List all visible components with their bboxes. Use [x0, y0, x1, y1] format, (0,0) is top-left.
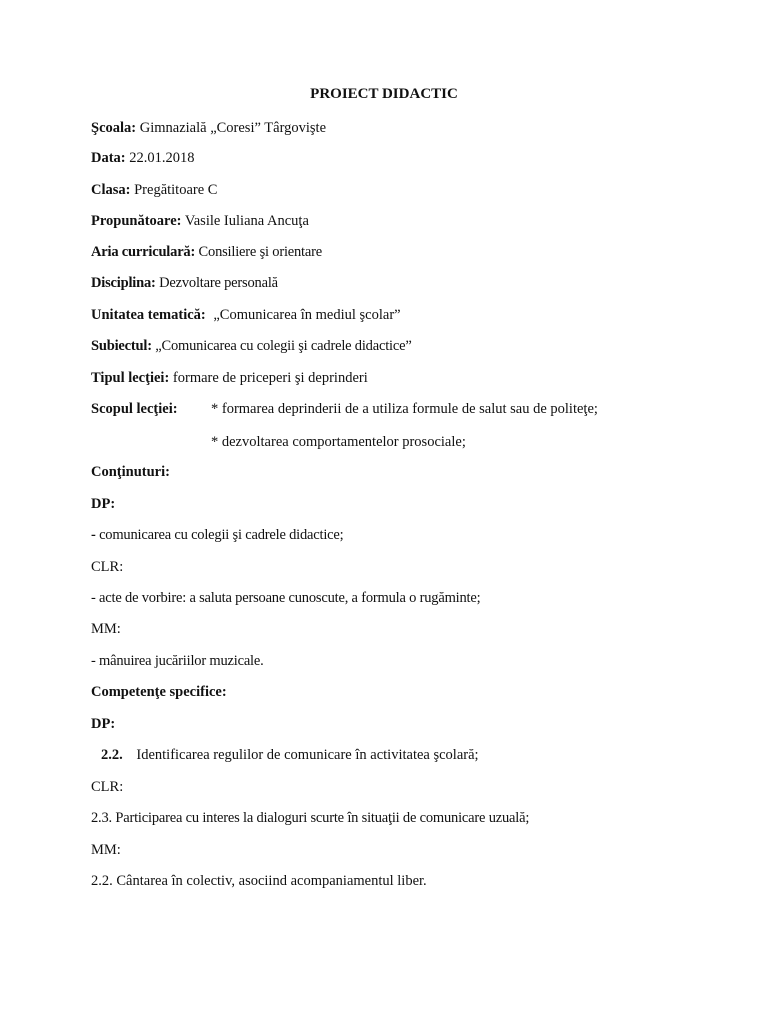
- field-value: Consiliere şi orientare: [198, 244, 322, 260]
- field-label: Unitatea tematică:: [91, 307, 206, 323]
- competences-dp-label: DP:: [91, 716, 116, 732]
- contents-dp-item: - comunicarea cu colegii şi cadrele didactice;: [91, 527, 344, 543]
- field-thematic-unit: [91, 306, 401, 324]
- field-value: 22.01.2018: [129, 150, 195, 166]
- field-date: [91, 149, 195, 167]
- scope-item: * formarea deprinderii de a utiliza formule de salut sau de politeţe;: [211, 401, 598, 417]
- field-value: Vasile Iuliana Ancuţa: [184, 213, 309, 229]
- competences-dp-item: [101, 746, 479, 764]
- scope-label: Scopul lecţiei:: [91, 401, 178, 417]
- field-teacher: [91, 212, 309, 230]
- field-label: Şcoala:: [91, 120, 137, 136]
- contents-mm-item: - mânuirea jucăriilor muzicale.: [91, 653, 264, 669]
- field-label: Propunătoare:: [91, 213, 182, 229]
- field-value: „Comunicarea în mediul şcolar”: [213, 307, 401, 323]
- contents-clr-item: - acte de vorbire: a saluta persoane cunoscute, a formula o rugăminte;: [91, 590, 481, 606]
- field-label: Data:: [91, 150, 126, 166]
- field-label: Disciplina:: [91, 275, 156, 291]
- contents-dp-label: DP:: [91, 496, 116, 512]
- contents-heading: Conţinuturi:: [91, 464, 170, 480]
- field-curricular-area: [91, 243, 322, 261]
- field-label: Clasa:: [91, 182, 131, 198]
- contents-mm-label: MM:: [91, 621, 121, 637]
- scope-item: * dezvoltarea comportamentelor prosociale;: [211, 434, 466, 450]
- field-class: [91, 181, 217, 199]
- field-value: formare de priceperi şi deprinderi: [172, 370, 368, 386]
- field-value: Pregătitoare C: [134, 182, 218, 198]
- competences-clr-label: CLR:: [91, 779, 124, 795]
- competence-text: Identificarea regulilor de comunicare în activitatea şcolară;: [136, 747, 479, 763]
- field-school: [91, 119, 326, 137]
- field-label: Subiectul:: [91, 338, 152, 354]
- competences-clr-item: 2.3. Participarea cu interes la dialoguri scurte în situaţii de comunicare uzuală;: [91, 810, 530, 826]
- field-value: Dezvoltare personală: [159, 275, 278, 291]
- contents-clr-label: CLR:: [91, 559, 124, 575]
- field-discipline: [91, 274, 278, 292]
- competences-heading: Competenţe specifice:: [91, 684, 227, 700]
- field-lesson-type: [91, 369, 368, 387]
- competences-mm-item: 2.2. Cântarea în colectiv, asociind acompaniamentul liber.: [91, 873, 427, 889]
- field-value: Gimnazială „Coresi” Târgovişte: [139, 120, 327, 136]
- document-title: PROIECT DIDACTIC: [310, 86, 458, 102]
- field-label: Aria curriculară:: [91, 244, 196, 260]
- field-subject: [91, 337, 412, 355]
- competence-number: 2.2.: [101, 747, 123, 763]
- field-value: „Comunicarea cu colegii şi cadrele didactice”: [155, 338, 412, 354]
- competences-mm-label: MM:: [91, 842, 121, 858]
- field-label: Tipul lecţiei:: [91, 370, 170, 386]
